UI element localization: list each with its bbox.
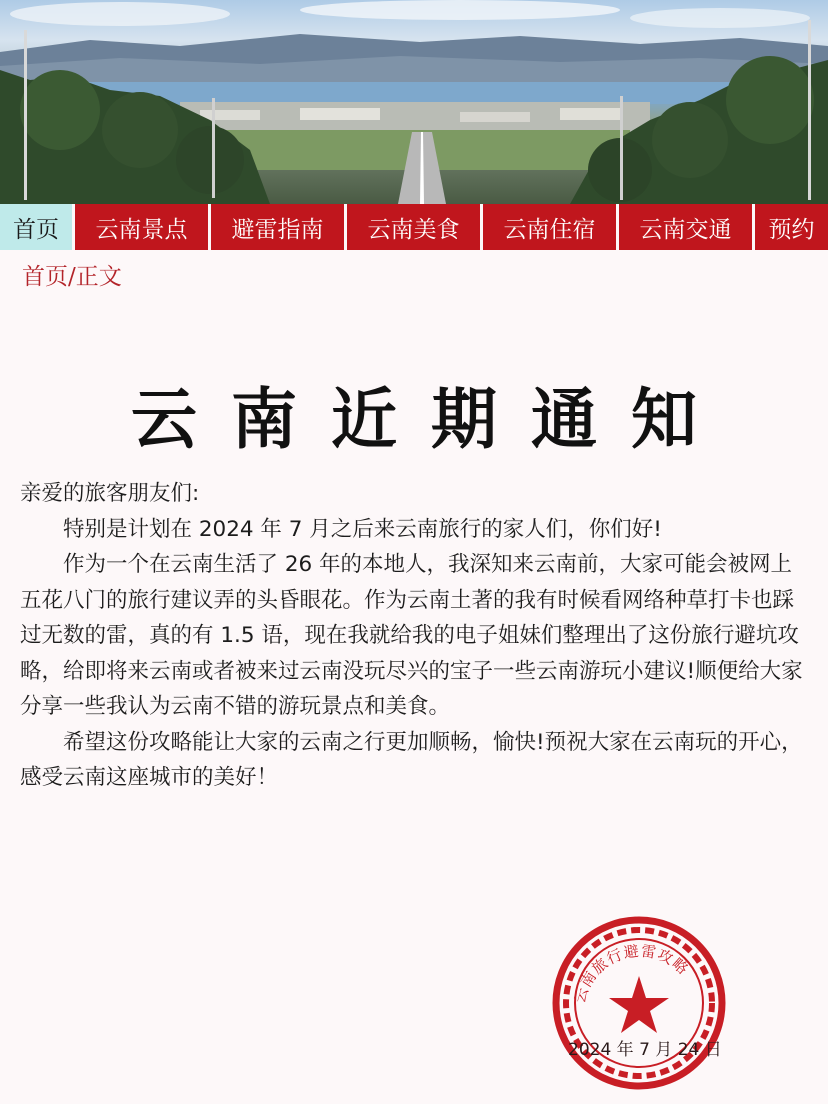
breadcrumb-separator: /	[68, 264, 76, 290]
landscape-illustration	[0, 0, 828, 204]
star-icon	[609, 976, 669, 1033]
paragraph-3: 希望这份攻略能让大家的云南之行更加顺畅，愉快!预祝大家在云南玩的开心，感受云南这座城市的美好！	[20, 729, 803, 790]
nav-item-home[interactable]: 首页	[0, 204, 75, 250]
main-nav	[0, 204, 828, 250]
stamp-text: 云南旅行避雷攻略	[570, 941, 693, 1006]
stamp-date: 2024 年 7 月 24 日	[568, 1040, 722, 1060]
nav-item-transport[interactable]: 云南交通	[619, 204, 755, 250]
article-body	[20, 476, 812, 796]
seal-stamp	[552, 916, 726, 1090]
breadcrumb	[22, 258, 122, 291]
greeting-line: 亲爱的旅客朋友们:	[20, 481, 200, 506]
page-title: 云南近期通知	[131, 381, 731, 458]
breadcrumb-home-link[interactable]: 首页	[22, 264, 68, 290]
nav-item-pitfall-guide[interactable]: 避雷指南	[211, 204, 347, 250]
nav-item-attractions[interactable]: 云南景点	[75, 204, 211, 250]
paragraph-1: 特别是计划在 2024 年 7 月之后来云南旅行的家人们，你们好!	[63, 516, 662, 542]
paragraph-2: 作为一个在云南生活了 26 年的本地人，我深知来云南前，大家可能会被网上五花八门的旅行建议弄的头昏眼花。作为云南土著的我有时候看网络种草打卡也踩过无数的雷，真的有 1.5 语，现在我就给我的电子姐妹们整理出了这份旅行避坑攻略，给即将来云南或者被来过云南没玩尽兴的宝子一些云南游玩小建议!顺便给大家分享一些我认为云南不错的游玩景点和美食。	[20, 552, 803, 719]
header-landscape-photo	[0, 0, 828, 204]
nav-item-booking[interactable]: 预约	[768, 216, 815, 243]
nav-item-food[interactable]: 云南美食	[347, 204, 483, 250]
breadcrumb-current: 正文	[75, 264, 122, 290]
nav-item-lodging[interactable]: 云南住宿	[483, 204, 619, 250]
